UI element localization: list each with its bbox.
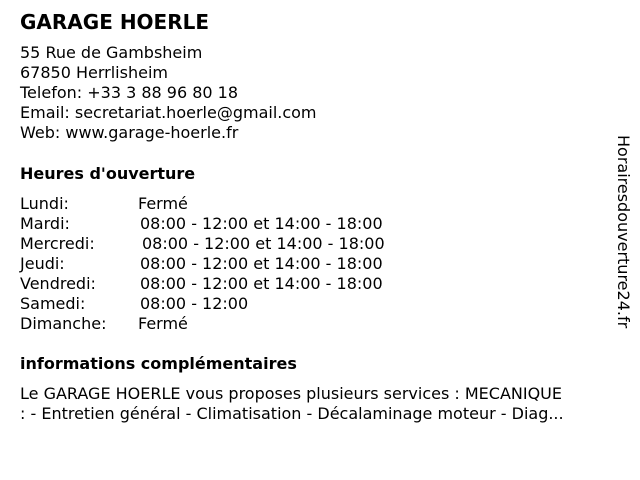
additional-info-heading: informations complémentaires — [20, 354, 297, 373]
info-line: Le GARAGE HOERLE vous proposes plusieurs services : MECANIQUE — [20, 384, 562, 403]
hours-value: 08:00 - 12:00 et 14:00 - 18:00 — [140, 254, 383, 273]
city-address: 67850 Herrlisheim — [20, 63, 168, 82]
site-watermark: Horairesdouverture24.fr — [614, 135, 633, 329]
contact-block — [20, 43, 317, 143]
business-name: GARAGE HOERLE — [20, 10, 210, 34]
hours-value: 08:00 - 12:00 et 14:00 - 18:00 — [140, 214, 383, 233]
day-label: Vendredi: — [20, 274, 96, 293]
hours-value: 08:00 - 12:00 et 14:00 - 18:00 — [142, 234, 385, 253]
email-address: Email: secretariat.hoerle@gmail.com — [20, 103, 317, 122]
website-address: Web: www.garage-hoerle.fr — [20, 123, 239, 142]
day-label: Samedi: — [20, 294, 86, 313]
day-label: Mardi: — [20, 214, 70, 233]
day-label: Dimanche: — [20, 314, 107, 333]
hours-value: Fermé — [138, 194, 188, 213]
hours-value: 08:00 - 12:00 et 14:00 - 18:00 — [140, 274, 383, 293]
additional-info-text — [20, 384, 620, 424]
day-label: Mercredi: — [20, 234, 95, 253]
street-address: 55 Rue de Gambsheim — [20, 43, 203, 62]
day-label: Lundi: — [20, 194, 69, 213]
day-label: Jeudi: — [20, 254, 65, 273]
opening-hours-heading: Heures d'ouverture — [20, 164, 196, 183]
phone-number: Telefon: +33 3 88 96 80 18 — [20, 83, 239, 102]
info-line: : - Entretien général - Climatisation - Décalaminage moteur - Diag... — [20, 404, 564, 423]
hours-value: Fermé — [138, 314, 188, 333]
hours-value: 08:00 - 12:00 — [140, 294, 249, 313]
